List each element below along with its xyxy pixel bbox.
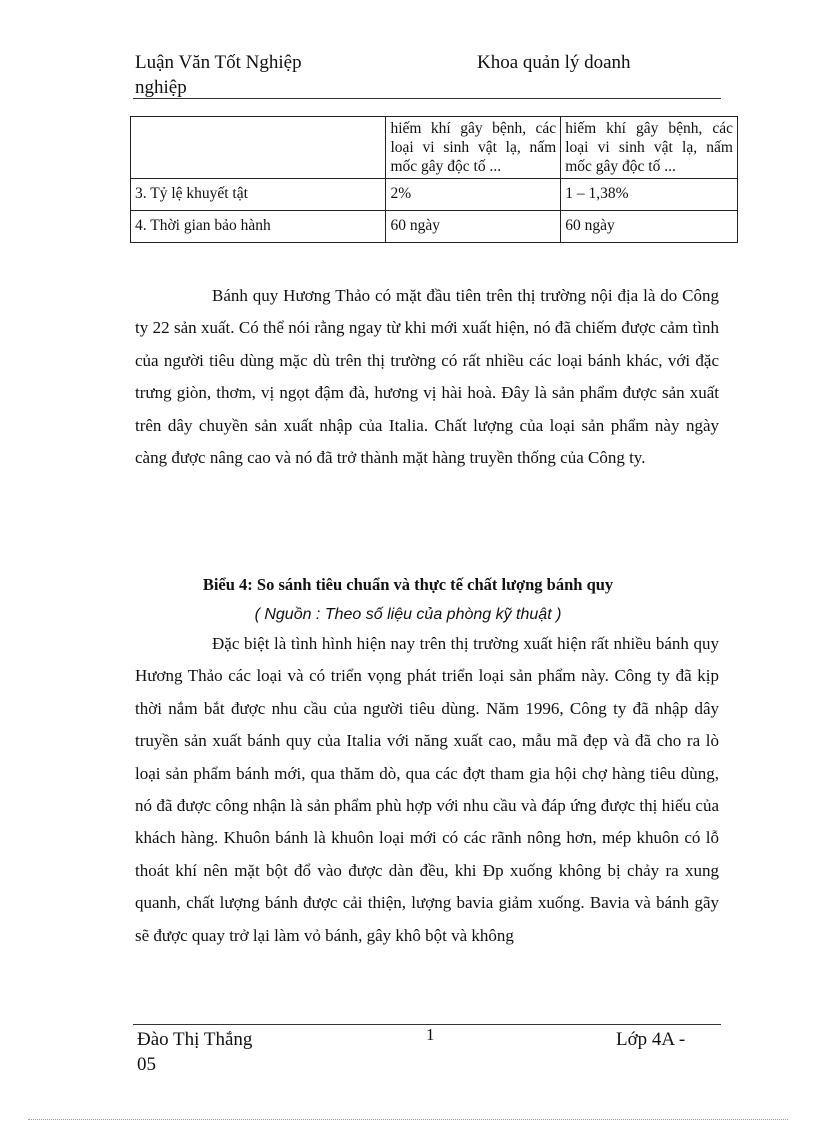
page-number: 1 — [426, 1025, 435, 1044]
body-paragraph-huong-thao: Bánh quy Hương Thảo có mặt đầu tiên trên thị trường nội địa là do Công ty 22 sản xuất. Có thể nói rằng ngay từ khi mới xuất hiện, nó đã chiếm được cảm tình của người tiêu dùng mặc dù trên thị trường có rất nhiều các loại bánh khác, với đặc trưng giòn, thơm, vị ngọt đậm đà, hương vị hài hoà. Đây là sản phẩm được sản xuất trên dây chuyền sản xuất nhập của Italia. Chất lượng của loại sản phẩm này ngày càng được nâng cao và nó đã trở thành mặt hàng truyền thống của Công ty. — [135, 286, 719, 468]
table-cell: 60 ngày — [561, 211, 738, 243]
footer-author-line1: Đào Thị Thắng — [137, 1029, 253, 1050]
figure-caption-source: ( Nguồn : Theo số liệu của phòng kỹ thuật ) — [254, 606, 562, 623]
table-cell: 2% — [386, 179, 561, 211]
header-left-line1: Luận Văn Tốt Nghiệp — [135, 52, 302, 73]
header-rule — [133, 98, 721, 99]
header-thesis-title — [135, 50, 302, 100]
page-bottom-divider — [28, 1119, 788, 1120]
figure-caption-title: Biểu 4: So sánh tiêu chuẩn và thực tế chất lượng bánh quy — [202, 575, 614, 594]
table-row — [131, 211, 738, 243]
footer-author — [137, 1027, 252, 1077]
table-cell: 1 – 1,38% — [561, 179, 738, 211]
footer-author-line2: 05 — [137, 1054, 156, 1075]
quality-comparison-table — [130, 116, 738, 243]
table-cell: hiếm khí gây bệnh, các loại vi sinh vật lạ, nấm mốc gây độc tố ... — [386, 117, 561, 179]
table-cell — [131, 117, 386, 179]
table-row — [131, 179, 738, 211]
table-row — [131, 117, 738, 179]
table-cell: 4. Thời gian bảo hành — [131, 211, 386, 243]
table-cell: 3. Tỷ lệ khuyết tật — [131, 179, 386, 211]
table-cell: 60 ngày — [386, 211, 561, 243]
header-left-line2: nghiệp — [135, 77, 187, 98]
header-faculty: Khoa quản lý doanh — [477, 52, 631, 73]
table-cell: hiếm khí gây bệnh, các loại vi sinh vật lạ, nấm mốc gây độc tố ... — [561, 117, 738, 179]
body-paragraph-production-line: Đặc biệt là tình hình hiện nay trên thị trường xuất hiện rất nhiều bánh quy Hương Thảo các loại và có triển vọng phát triển loại sản phẩm này. Công ty đã kịp thời nắm bắt được nhu cầu của người tiêu dùng. Năm 1996, Công ty đã nhập dây truyền sản xuất bánh quy của Italia với năng xuất cao, mẫu mã đẹp và đã cho ra lò loại sản phẩm bánh mới, qua thăm dò, qua các đợt tham gia hội chợ hàng tiêu dùng, nó đã được công nhận là sản phẩm phù hợp với nhu cầu và đáp ứng được thị hiếu của khách hàng. Khuôn bánh là khuôn loại mới có các rãnh nông hơn, mép khuôn có lỗ thoát khí nên mặt bột đổ vào được dàn đều, khi Đp xuống không bị chảy ra xung quanh, chất lượng bánh được cải thiện, lượng bavia giảm xuống. Bavia và bánh gãy sẽ được quay trở lại làm vỏ bánh, gây khô bột và không — [135, 634, 719, 945]
footer-class: Lớp 4A - — [616, 1029, 686, 1050]
